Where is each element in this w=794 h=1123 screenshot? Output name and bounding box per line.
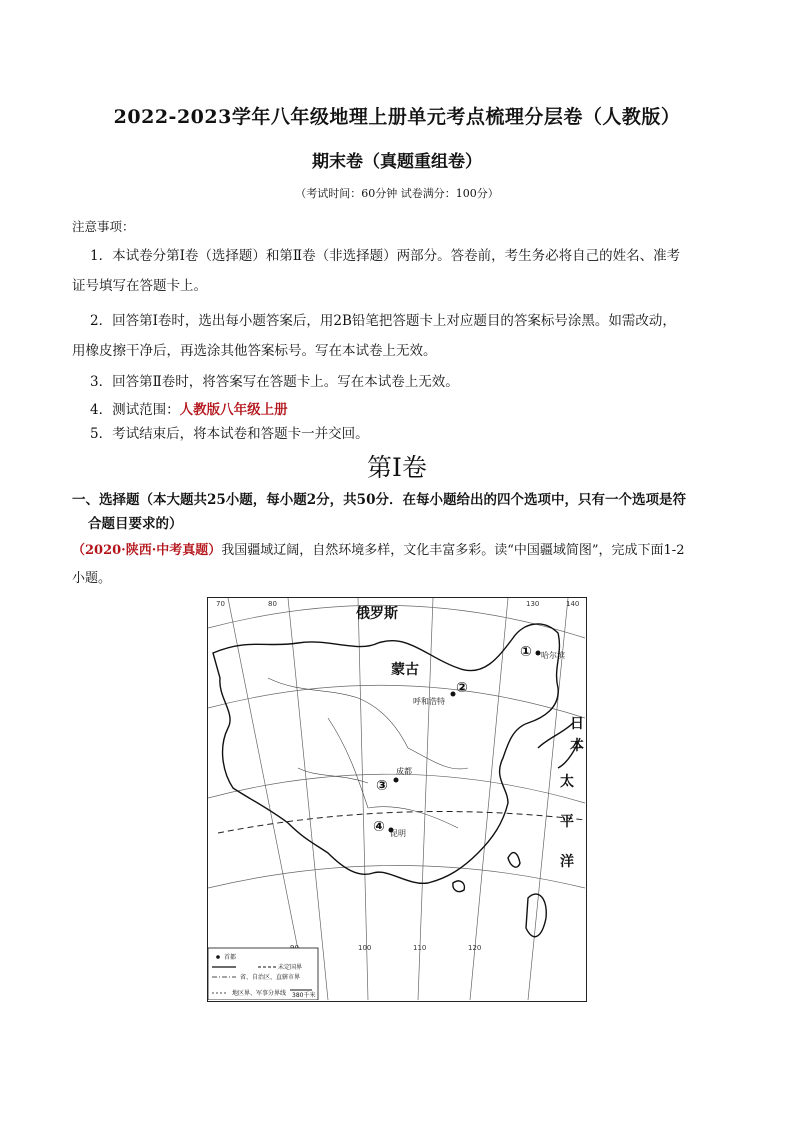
- notice-item-2b: 用橡皮擦干净后，再选涂其他答案标号。写在本试卷上无效。: [72, 343, 437, 359]
- label-japan-1: 日: [570, 716, 584, 732]
- question-heading-line-1: 一、选择题（本大题共25小题，每小题2分，共50分．在每小题给出的四个选项中，只有一个选项是符: [72, 492, 686, 508]
- question-intro: [72, 537, 732, 593]
- question-source: （2020·陕西·中考真题）: [72, 543, 222, 558]
- tick-70: 70: [216, 600, 225, 608]
- tick-140: 140: [566, 600, 580, 608]
- legend-scale: 380千米: [292, 992, 316, 999]
- question-heading: [72, 488, 732, 536]
- notice-item-1a: 1．本试卷分第Ⅰ卷（选择题）和第Ⅱ卷（非选择题）两部分。答卷前，考生务必将自己的姓名、准考: [90, 248, 681, 264]
- tick-110: 110: [413, 944, 427, 952]
- legend-capital: 首都: [224, 954, 237, 961]
- legend-undefined-border: 未定国界: [278, 964, 303, 971]
- notice-item-4: [90, 400, 288, 420]
- document-subtitle: 期末卷（真题重组卷）: [312, 152, 482, 172]
- marker-4: ④: [373, 819, 385, 835]
- tick-120: 120: [468, 944, 482, 952]
- label-pacific-3: 洋: [560, 854, 574, 870]
- label-chengdu: 成都: [396, 767, 412, 776]
- legend-region-border: 地区界、军事分界线: [232, 990, 287, 997]
- label-kunming: 昆明: [390, 829, 406, 838]
- label-pacific-2: 平: [560, 814, 574, 830]
- test-scope: 人教版八年级上册: [179, 402, 288, 418]
- document-title: 2022-2023学年八年级地理上册单元考点梳理分层卷（人教版）: [113, 106, 681, 128]
- tick-100: 100: [358, 944, 372, 952]
- question-intro-line-1: 我国疆域辽阔，自然环境多样，文化丰富多彩。读“中国疆域简图”，完成下面1-2: [221, 543, 685, 558]
- legend-provincial-border: 省、自治区、直辖市界: [240, 974, 301, 981]
- label-harbin: 哈尔滨: [541, 651, 565, 660]
- notice-item-2a: 2．回答第Ⅰ卷时，选出每小题答案后，用2B铅笔把答题卡上对应题目的答案标号涂黑。如需改动，: [90, 313, 676, 329]
- label-russia: 俄罗斯: [356, 606, 398, 622]
- section-title: 第Ⅰ卷: [367, 453, 427, 482]
- label-hohhot: 呼和浩特: [413, 697, 445, 706]
- marker-3: ③: [376, 778, 388, 794]
- question-intro-line-2: 小题。: [72, 571, 112, 586]
- china-territory-map: [207, 597, 587, 1002]
- map-legend: [208, 948, 318, 1000]
- notice-item-5: 5．考试结束后，将本试卷和答题卡一并交回。: [90, 426, 369, 442]
- question-heading-line-2: 合题目要求的）: [88, 516, 183, 532]
- tick-130: 130: [526, 600, 540, 608]
- notice-item-3: 3．回答第Ⅱ卷时，将答案写在答题卡上。写在本试卷上无效。: [90, 374, 459, 390]
- marker-1: ①: [520, 644, 532, 660]
- notice-item-1b: 证号填写在答题卡上。: [72, 278, 207, 294]
- exam-info: （考试时间：60分钟 试卷满分：100分）: [295, 187, 499, 200]
- notice-heading: 注意事项：: [72, 219, 135, 234]
- tick-80: 80: [268, 600, 277, 608]
- notice-item-4-label: 4．测试范围：: [90, 402, 180, 418]
- label-japan-2: 本: [570, 738, 584, 754]
- map-svg: [208, 598, 585, 1000]
- label-mongolia: 蒙古: [391, 662, 419, 678]
- marker-2: ②: [456, 680, 468, 696]
- label-pacific-1: 太: [560, 774, 574, 790]
